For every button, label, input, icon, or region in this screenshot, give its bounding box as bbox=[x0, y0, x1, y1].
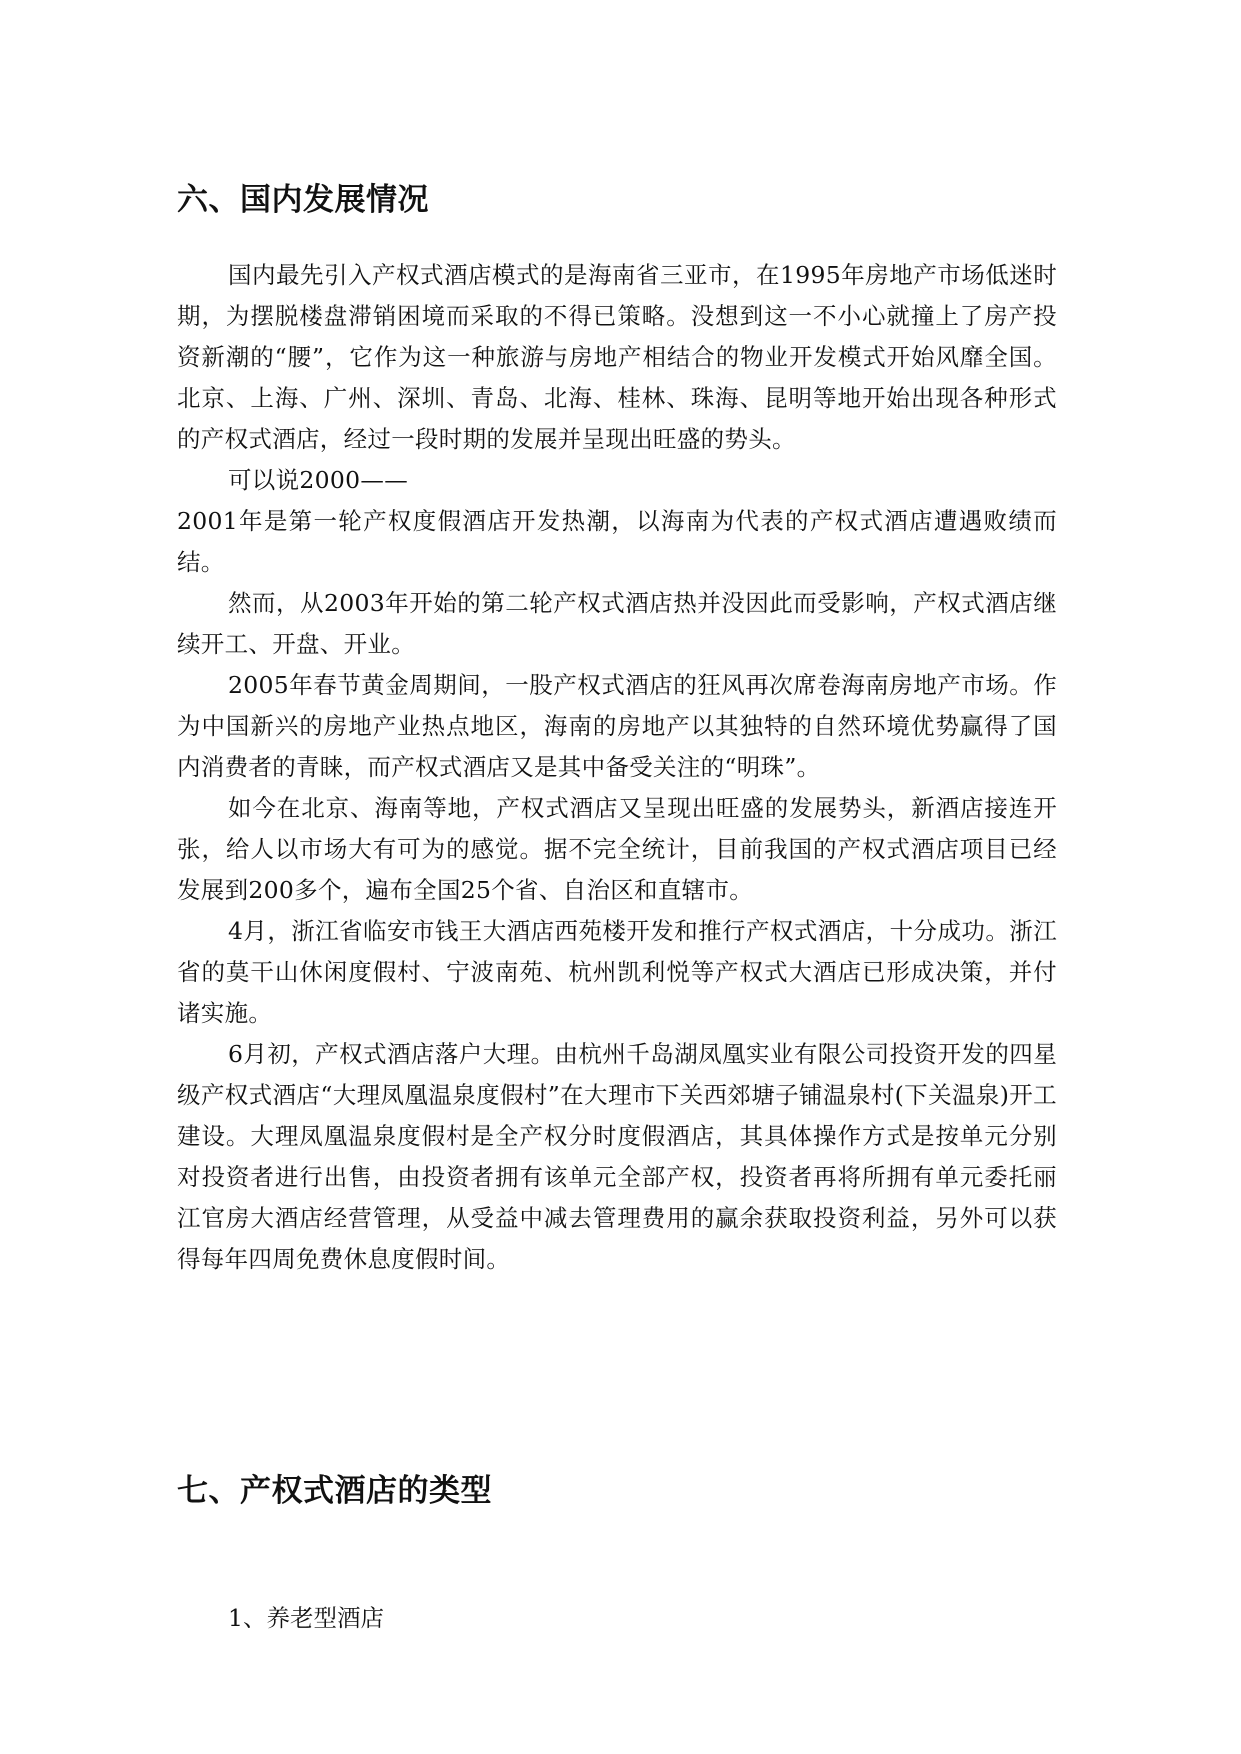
paragraph-5: 如今在北京、海南等地，产权式酒店又呈现出旺盛的发展势头，新酒店接连开张，给人以市场大有可为的感觉。据不完全统计，目前我国的产权式酒店项目已经发展到200多个，遍布全国25个省、自治区和直辖市。 bbox=[177, 794, 1057, 904]
section-heading-7: 七、产权式酒店的类型 bbox=[177, 1473, 492, 1509]
paragraph-3: 然而，从2003年开始的第二轮产权式酒店热并没因此而受影响，产权式酒店继续开工、开盘、开业。 bbox=[177, 589, 1057, 658]
paragraph-2-line-2: 2001年是第一轮产权度假酒店开发热潮，以海南为代表的产权式酒店遭遇败绩而结。 bbox=[177, 507, 1057, 576]
section-heading-6: 六、国内发展情况 bbox=[177, 182, 429, 218]
paragraph-1: 国内最先引入产权式酒店模式的是海南省三亚市，在1995年房地产市场低迷时期，为摆脱楼盘滞销困境而采取的不得已策略。没想到这一不小心就撞上了房产投资新潮的“腰”，它作为这一种旅游与房地产相结合的物业开发模式开始风靡全国。北京、上海、广州、深圳、青岛、北海、桂林、珠海、昆明等地开始出现各种形式的产权式酒店，经过一段时期的发展并呈现出旺盛的势头。 bbox=[177, 261, 1057, 453]
list-item-1: 1、养老型酒店 bbox=[228, 1604, 384, 1632]
section-6-body bbox=[177, 255, 1057, 1280]
paragraph-4: 2005年春节黄金周期间，一股产权式酒店的狂风再次席卷海南房地产市场。作为中国新兴的房地产业热点地区，海南的房地产以其独特的自然环境优势赢得了国内消费者的青睐，而产权式酒店又是其中备受关注的“明珠”。 bbox=[177, 671, 1057, 781]
paragraph-6: 4月，浙江省临安市钱王大酒店西苑楼开发和推行产权式酒店，十分成功。浙江省的莫干山休闲度假村、宁波南苑、杭州凯利悦等产权式大酒店已形成决策，并付诸实施。 bbox=[177, 917, 1057, 1027]
paragraph-7: 6月初，产权式酒店落户大理。由杭州千岛湖凤凰实业有限公司投资开发的四星级产权式酒店“大理凤凰温泉度假村”在大理市下关西郊塘子铺温泉村(下关温泉)开工建设。大理凤凰温泉度假村是全产权分时度假酒店，其具体操作方式是按单元分别对投资者进行出售，由投资者拥有该单元全部产权，投资者再将所拥有单元委托丽江官房大酒店经营管理，从受益中减去管理费用的赢余获取投资利益，另外可以获得每年四周免费休息度假时间。 bbox=[177, 1040, 1057, 1273]
paragraph-2-line-1: 可以说2000—— bbox=[228, 466, 409, 494]
